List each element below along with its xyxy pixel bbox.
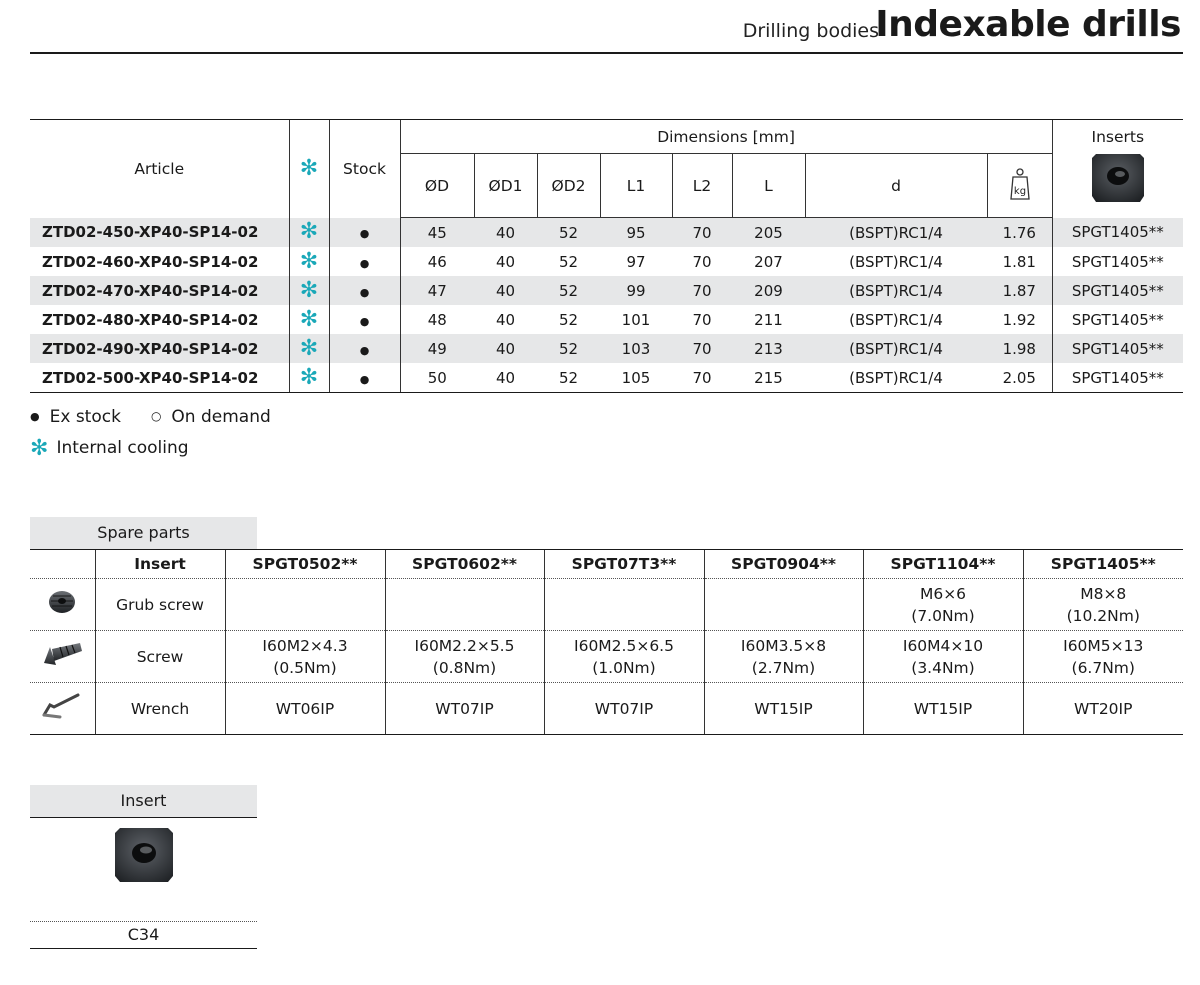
insert-grade-caption: C34 [30,922,257,949]
screw-icon [40,637,84,671]
insert-cell: SPGT1405** [1052,218,1183,248]
spare-part-value [863,579,1023,631]
spare-part-value-line: WT07IP [435,699,494,718]
spare-part-value-line: I60M5×13 [1063,636,1144,655]
weight-icon-label: kg [1013,185,1026,197]
stock-bullet: ● [359,227,370,241]
spare-part-value-line: (1.0Nm) [592,658,656,677]
article-cell: ZTD02-460-XP40-SP14-02 [30,247,289,276]
cooling-cell [289,276,329,305]
table-row [30,334,1183,363]
spare-part-value-line: I60M2×4.3 [262,636,348,655]
wrench-icon [40,691,84,721]
spare-insert-col: SPGT07T3** [544,550,704,579]
weight-cell: 2.05 [987,363,1052,393]
dim-cell: 46 [427,252,447,271]
col-dimensions: Dimensions [mm] [400,120,1052,154]
spare-insert-col: SPGT1104** [863,550,1023,579]
table-row [30,305,1183,334]
stock-cell [329,218,400,248]
spare-part-value-line: WT06IP [275,699,335,718]
spare-part-value [704,631,863,683]
dim-cell: 70 [692,310,712,329]
dim-cell: 70 [692,252,712,271]
dim-cell: 99 [600,276,672,305]
spare-part-value-line: (0.8Nm) [432,658,497,677]
article-cell: ZTD02-450-XP40-SP14-02 [30,218,289,248]
page-title: Indexable drills [875,4,1181,45]
spare-part-value-line: (3.4Nm) [911,658,975,677]
stock-cell [329,247,400,276]
table-row [30,218,1183,248]
spare-part-label: Wrench [95,683,225,735]
spare-part-value-line: WT15IP [754,699,813,718]
dim-cell: 52 [558,310,579,329]
spare-icon-cell [30,683,95,735]
dim-cell: 209 [732,276,805,305]
ex-stock-bullet: ● [30,410,40,423]
article-cell: ZTD02-500-XP40-SP14-02 [30,363,289,393]
spare-part-value [385,631,544,683]
legend-internal-cooling: Internal cooling [56,438,189,458]
spare-part-value-line: (2.7Nm) [751,658,816,677]
dim-cell: 95 [600,218,672,248]
spare-icon-header [30,550,95,579]
spare-part-label: Screw [95,631,225,683]
legend-on-demand: On demand [171,407,271,427]
dim-cell: 45 [400,218,474,248]
spare-part-value-line: (7.0Nm) [911,606,975,625]
thread-cell: (BSPT)RC1/4 [805,363,987,393]
article-cell: ZTD02-480-XP40-SP14-02 [30,305,289,334]
cooling-legend [30,436,189,461]
internal-cooling-icon: ✻ [299,248,319,274]
dim-cell: 103 [600,334,672,363]
col-inserts [1052,120,1183,218]
dim-cell: 97 [626,252,646,271]
col-dim-D1: ØD1 [474,154,537,218]
thread-cell: (BSPT)RC1/4 [805,334,987,363]
internal-cooling-icon: ✻ [299,306,319,332]
col-dim-d: d [805,154,987,218]
table-row [30,631,1183,683]
dim-cell: 52 [558,252,579,271]
spare-part-value [704,579,863,631]
cooling-cell [289,305,329,334]
thread-cell: (BSPT)RC1/4 [849,252,943,271]
weight-icon [1009,167,1031,201]
spare-part-value-line: I60M3.5×8 [740,636,827,655]
col-dim-L1: L1 [600,154,672,218]
stock-legend [30,407,271,427]
page-subtitle: Drilling bodies [742,20,879,42]
insert-block-title: Insert [30,785,257,817]
col-inserts-label: Inserts [1091,128,1145,146]
dim-cell: 101 [621,310,651,329]
table-row [30,683,1183,735]
spare-part-value-line: (6.7Nm) [1071,658,1135,677]
spare-part-value-line: M6×6 [919,584,967,603]
stock-cell [329,334,400,363]
table-row [30,363,1183,393]
spare-part-value [225,579,385,631]
thread-cell: (BSPT)RC1/4 [805,276,987,305]
insert-block [30,817,257,949]
spare-part-value-line: I60M2.5×6.5 [574,636,674,655]
insert-cell: SPGT1405** [1052,334,1183,363]
insert-cell: SPGT1405** [1052,363,1183,393]
internal-cooling-icon: ✻ [299,335,319,361]
stock-bullet: ● [359,285,370,299]
dim-cell: 40 [495,252,516,271]
spare-part-value [225,683,385,735]
spare-insert-col: SPGT0502** [225,550,385,579]
spare-part-value [1023,631,1183,683]
spare-part-value-line: (0.5Nm) [273,658,337,677]
internal-cooling-icon: ✻ [299,364,319,390]
spare-part-value [544,683,704,735]
spare-part-value [863,683,1023,735]
spare-icon-cell [30,579,95,631]
article-cell: ZTD02-490-XP40-SP14-02 [30,334,289,363]
dim-cell: 40 [474,334,537,363]
spare-part-value-line: (10.2Nm) [1066,606,1140,625]
dim-cell: 105 [600,363,672,393]
thread-cell: (BSPT)RC1/4 [805,218,987,248]
stock-cell [329,276,400,305]
spare-parts-table [30,549,1183,735]
table-row [30,276,1183,305]
spare-part-value-line: WT07IP [594,699,654,718]
spare-parts-title: Spare parts [30,517,257,549]
insert-image-cell [30,818,257,922]
internal-cooling-icon: ✻ [299,155,319,181]
col-dim-D: ØD [400,154,474,218]
spare-part-value [385,683,544,735]
spare-part-value-line: M8×8 [1080,584,1127,603]
spare-part-value-line: I60M2.2×5.5 [414,636,515,655]
col-weight [987,154,1052,218]
dim-cell: 70 [672,334,732,363]
stock-bullet: ● [359,314,370,328]
insert-cell: SPGT1405** [1071,252,1164,271]
dim-cell: 40 [474,363,537,393]
dim-cell: 40 [474,276,537,305]
dim-cell: 52 [537,334,600,363]
spare-part-value-line: I60M4×10 [902,636,984,655]
dim-cell: 211 [754,310,783,329]
spare-insert-header: Insert [95,550,225,579]
insert-cell: SPGT1405** [1052,276,1183,305]
dim-cell: 70 [672,276,732,305]
spare-part-value [1023,683,1183,735]
internal-cooling-icon: ✻ [299,219,319,245]
col-dim-L2: L2 [672,154,732,218]
dim-cell: 52 [537,363,600,393]
insert-cell: SPGT1405** [1071,310,1164,329]
spare-insert-col: SPGT0602** [385,550,544,579]
spare-part-label: Grub screw [95,579,225,631]
col-article: Article [30,120,289,218]
dim-cell: 52 [537,218,600,248]
spare-part-value-line: WT15IP [913,699,973,718]
spare-part-value [704,683,863,735]
internal-cooling-icon: ✻ [299,277,319,303]
cooling-cell [289,247,329,276]
dim-cell: 40 [474,218,537,248]
stock-bullet: ● [359,372,370,386]
dim-cell: 47 [400,276,474,305]
on-demand-circle: ○ [150,409,162,423]
dim-cell: 52 [537,276,600,305]
spare-part-value [1023,579,1183,631]
stock-bullet: ● [359,343,370,357]
dim-cell: 49 [400,334,474,363]
spare-part-value [544,579,704,631]
legend-ex-stock: Ex stock [49,407,121,427]
internal-cooling-icon: ✻ [30,436,49,461]
weight-cell: 1.87 [987,276,1052,305]
weight-cell: 1.98 [987,334,1052,363]
dim-cell: 50 [400,363,474,393]
dim-cell: 70 [672,363,732,393]
dim-cell: 215 [732,363,805,393]
col-stock: Stock [329,120,400,218]
spare-part-value-line: WT20IP [1074,699,1133,718]
article-table [30,119,1183,393]
cooling-cell [289,363,329,393]
insert-icon [1090,152,1146,204]
dim-cell: 213 [732,334,805,363]
weight-cell: 1.76 [987,218,1052,248]
col-dim-L: L [732,154,805,218]
stock-bullet: ● [359,256,370,270]
weight-cell: 1.92 [987,305,1052,334]
spare-part-value [225,631,385,683]
stock-cell [329,305,400,334]
thread-cell: (BSPT)RC1/4 [849,310,943,329]
spare-icon-cell [30,631,95,683]
col-dim-D2: ØD2 [537,154,600,218]
spare-part-value [863,631,1023,683]
cooling-cell [289,218,329,248]
col-cooling [289,120,329,218]
insert-icon [113,826,175,884]
weight-cell: 1.81 [987,247,1052,276]
article-cell: ZTD02-470-XP40-SP14-02 [30,276,289,305]
dim-cell: 207 [754,252,783,271]
dim-cell: 70 [672,218,732,248]
table-row [30,247,1183,276]
spare-part-value [544,631,704,683]
page-header [30,0,1183,54]
stock-cell [329,363,400,393]
spare-insert-col: SPGT1405** [1023,550,1183,579]
dim-cell: 48 [427,310,447,329]
cooling-cell [289,334,329,363]
spare-insert-col: SPGT0904** [704,550,863,579]
dim-cell: 205 [732,218,805,248]
grub-screw-icon [45,587,79,617]
dim-cell: 40 [495,310,516,329]
spare-part-value [385,579,544,631]
table-row [30,579,1183,631]
